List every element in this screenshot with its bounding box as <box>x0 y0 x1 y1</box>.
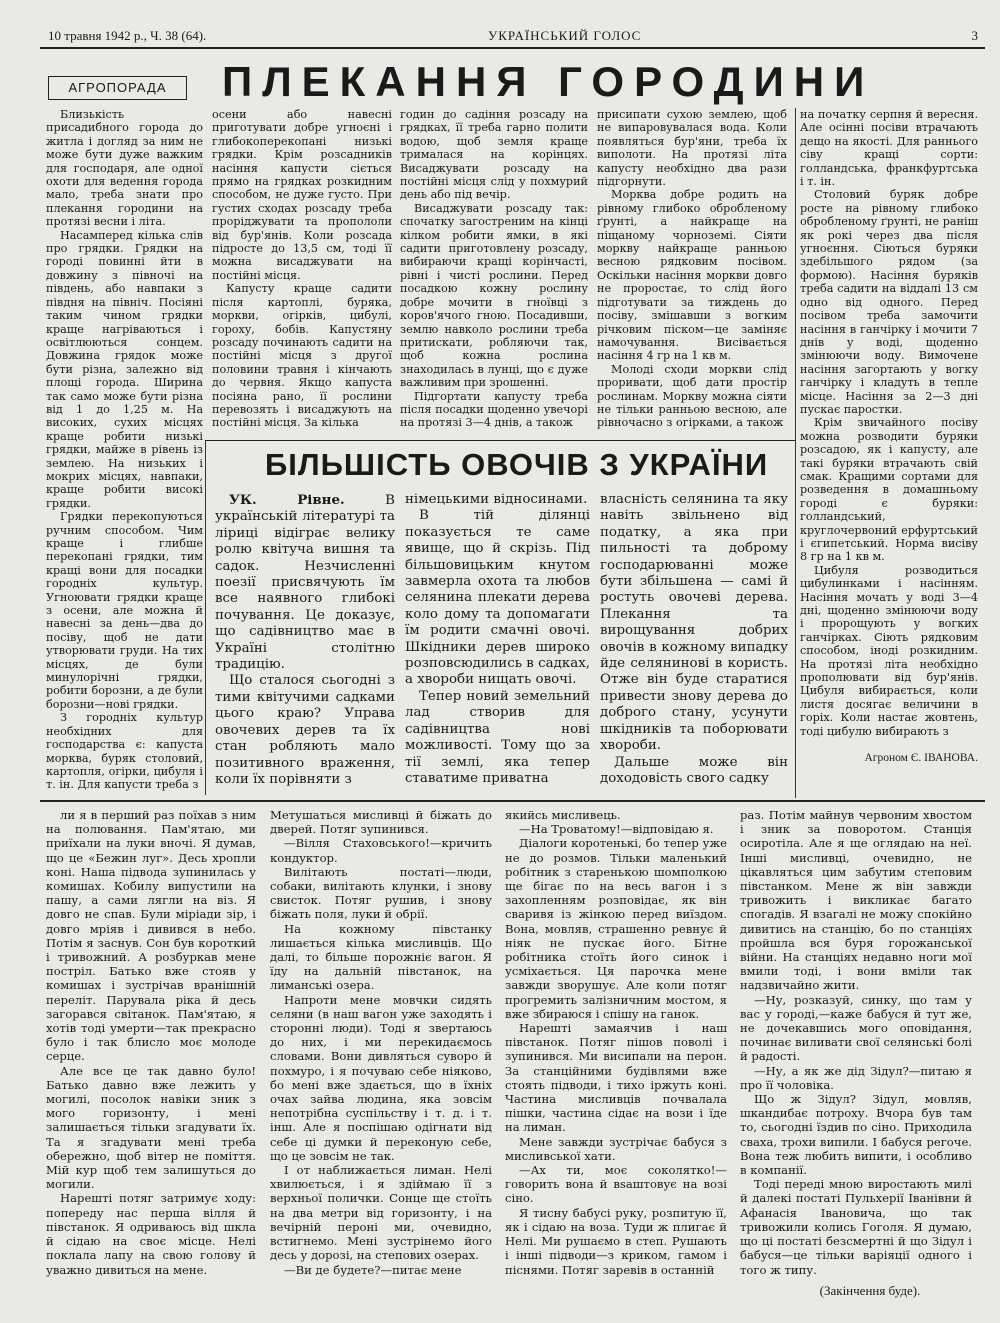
paragraph: ли я в перший раз поїхав з ним на полювання. Пам'ятаю, ми приїхали на луки вночі. Я думав, що це «Бежин луг». Десь хропли коні. Наша підвода зупинилась у комишах. Кобилу випустили на пашу, а сами лягли на віз. Я довго не спав. Були міріади зір, і довго мріяв і дивився в небо. Потім я заснув. Сон був короткий і тривожний. А розбуркав мене постріл. Батько вже стояв у комишах і зустрічав вранішній переліт. Парувала ріка й десь загорався світанок. Пам'ятаю, я хотів тоді умерти—так прекрасно було і так блисло моє молоде серце. <box>46 808 256 1064</box>
paragraph: —На Троватому!—відповідаю я. <box>519 822 714 837</box>
box-top-rule <box>205 440 795 441</box>
paragraph: Грядки перекопуються ручним способом. Чим краще і глибше перекопані грядки, тим кращі вони для посадки городніх культур. Угноювати грядки краще з осени, але можна й навесні за день—два до посіву, щоб не дати утворювати груди. На тих місцях, де були минулорічні грядки, робити борозни, а де були борозни—нові грядки. <box>46 510 203 711</box>
paragraph: Я тисну бабусі руку, розпитую її, як і сідаю на воза. Туди ж плигає й Нелі. Ми рушаємо в степ. Рушають і інші підводи—з криком, гамом і піснями. Потяг заревів в останній <box>505 1205 727 1277</box>
paragraph: Мене завжди зустрічає бабуся з мисливської хати. <box>505 1134 727 1163</box>
paragraph: —Вілля Стаховського!—кричить кондуктор. <box>270 836 492 865</box>
box-left-rule <box>205 440 206 795</box>
text-column <box>270 808 492 1288</box>
paragraph: Цибуля розводиться цибулинками і насінням. Насіння мочать у воді 3—4 дні, щоденно змінюючи воду і пророщують у вогких ганчірках. Сіють рядковим способом, іноді розкидним. На протязі літа необхідно прополювати від бур'янів. Цибуля вибирається, коли листя досягає величини в горіх. Коли настає жовтень, тоді цибулю вибирають з <box>800 563 978 738</box>
paragraph: Що ж Зідул? Зідул, мовляв, шкандибає потроху. Вчора був там то, сьогодні їздив по сіно. Приходила сваха, трохи випили. І бабуся регоче. Вона теж любить випити, і особливо в компанії. <box>740 1092 972 1178</box>
paragraph: Нарешті потяг затримує ходу: попереду нас перша вілля й півстанок. Я одриваюсь від шкла й сідаю на своє місце. Нелі поклала лапу на свою голову й уважно дивиться на мене. <box>46 1191 256 1277</box>
paragraph: на початку серпня й вересня. Але осінні посіви втрачають дещо на якості. Для раннього сіву кращі сорти: голландська, франкфуртська і т. ін. <box>800 108 978 189</box>
paragraph: Дальше може він доходовість свого садку <box>600 754 788 786</box>
paragraph: Тепер новий земельний лад створив для садівництва нові можливості. Тому що за тії землі, яка тепер ставатиме приватна <box>405 688 590 786</box>
author-signature: Агроном Є. ІВАНОВА. <box>864 752 978 764</box>
paragraph: Висаджувати розсаду так: спочатку загостреним на кінці кілком робити ямки, в які садити приготовлену розсаду, вибираючи кращі корінчасті, рівні і чисті рослини. Перед посадкою кожну рослину добре мочити в гноївці з коров'ячого гною. Посадивши, землю навколо рослини треба притискати, робляючи так, щоб кожна рослина знаходилась в лунці, що є дуже важливим при зрошенні. <box>400 201 588 390</box>
paragraph: годин до садіння розсаду на грядках, її треба гарно полити водою, щоб земля краще трималася на корінцях. Висаджувати розсаду на постійні місця слід у похмурий день або під вечір. <box>400 108 588 202</box>
paragraph: Вилітають постаті—люди, собаки, вилітають клунки, і знову свисток. Потяг рушив, і знову біжать поля, луки й обрії. <box>270 864 492 922</box>
text-column <box>505 808 727 1288</box>
paragraph: На кожному півстанку лишається кілька мисливців. Що далі, то більше порожніє вагон. Я їду на дальній півстанок, на лиманські озера. <box>270 921 492 993</box>
paragraph: Столовий буряк добре росте на рівному глибоко обробленому ґрунті, не раніш як рокі через два після угноєння. Сіються буряки здебільшого рядом (за формою). Насіння буряків треба садити на віддалі 13 см одно від одного. Перед посівом треба замочити насіння в ганчірку і мочити 7 днів у воді, щоденно змінюючи воду. Вимочене насіння загортають у вогку ганчірку і кладуть в тепле місце. Насіння за 2—3 дні пускає паростки. <box>800 188 978 416</box>
section-rule <box>40 800 985 802</box>
text-column <box>215 492 395 792</box>
paragraph: —Ах ти, моє соколятко!—говорить вона й вsаштовує на возі сіно. <box>505 1163 727 1206</box>
paragraph: власність селянина та яку навіть звільнено від податку, а яка при пильності та доброму господарюванні може бути збільшена — самі й ростуть овочеві дерева. Плекання та вирощування добрих овочів в кожному випадку йде селянинові в користь. Отже він буде старатися привести знову дерева до доброго стану, усунути шкідників та поборювати хвороби. <box>600 492 788 754</box>
box-right-rule <box>795 108 796 798</box>
text-column <box>597 108 787 438</box>
page-number: 3 <box>971 28 978 43</box>
paragraph: —Ну, розказуй, синку, що там у вас у городі,—каже бабуся й тут же, не дочекавшись мого оповідання, починає виливати свої селянські болі й радості. <box>740 992 972 1064</box>
continuation-note: (Закінчення буде). <box>819 1283 921 1298</box>
article-title-agro: ПЛЕКАННЯ ГОРОДИНИ <box>222 58 875 105</box>
paragraph: раз. Потім майнув червоним хвостом і зник за поворотом. Станція осиротіла. Але я ще оглядаю на неї. Інші мисливці, очевидно, не цікавляться цим забутим степовим півстанком. Мене ж він завжди тривожить і викликає багато спогадів. Я взагалі не можу спокійно дивитись на станцію, бо по станціях пройшла вся буря горожанської війни. На станціях недавно ноги мої вмили тоді, і вони вміли так надзвичайно жити. <box>740 808 972 993</box>
paragraph: З городніх культур необхідних для господарства є: капуста морква, буряк столовий, картопля, огірки, цибуля і т. ін. Для капусти треба з <box>46 711 203 792</box>
paragraph: Підгортати капусту треба після посадки щоденно увечорі на протязі 3—4 днів, а також <box>400 389 588 430</box>
paragraph: І от наближається лиман. Нелі хвилюється, і я здіймаю її з верхньої полички. Сонце ще стоїть на два метри від горизонту, і на вечірній пероні ми, очевидно, встигнемо. Мені зустрінемо його десь у дорозі, на степових озерах. <box>270 1163 492 1263</box>
text-column <box>212 108 392 438</box>
paragraph: Капусту краще садити після картоплі, буряка, моркви, огірків, цибулі, гороху, бобів. Капустяну розсаду починають садити на постійні місця з другої половини травня і кінчають до червня. Якщо капуста посіяна рано, її рослини перевозять і висаджують на постійні місця. За кілька <box>212 282 392 430</box>
paragraph: Але все це так давно було! Батько давно вже лежить у могилі, посолок навіки зник з мого горизонту, і мені залишається тільки згадувати їх. Та я згадувати мені треба обережно, щоб вітер не поміття. Мій кур щоб тем залишуться до могили. <box>46 1063 256 1192</box>
header-rule <box>40 47 985 49</box>
dateline: УК. Рівне. <box>229 492 386 508</box>
paragraph: Тоді переді мною виростають милі й далекі постаті Пульхерії Іванівни й Афанасія Івановича, що так тривожили колись Гоголя. Я думаю, що ці постаті безсмертні й що Зідул і бабуся—це тільки варіяції одного і того ж типу. <box>740 1177 972 1277</box>
paragraph: —Ну, а як же дід Зідул?—питаю я про її чоловіка. <box>740 1063 972 1092</box>
page-header <box>48 28 978 46</box>
paragraph: Метушаться мисливці й біжать до дверей. Потяг зупинився. <box>270 808 492 837</box>
newspaper-name: УКРАЇНСЬКИЙ ГОЛОС <box>488 28 642 43</box>
paragraph: Що сталося сьогодні з тими квітучими садками цього краю? Управа овочевих дерев та їх стан робляють мало позитивного враження, коли їх порівняти з <box>215 673 395 787</box>
text-column <box>600 492 788 792</box>
text-column <box>46 808 256 1288</box>
paragraph: Крім звичайного посіву можна розводити буряки розсадою, як і капусту, але такі буряки втрачають свій смак. Кращими сортами для розведення в домашньому городі є буряки: голландський, круглочервоний ерфуртський і єгипетський. Норма висіву 8 гр на 1 кв м. <box>800 416 978 564</box>
article-title-fruit: БІЛЬШІСТЬ ОВОЧІВ З УКРАЇНИ <box>265 447 769 482</box>
paragraph: Морква добре родить на рівному глибоко обробленому ґрунті, а найкраще на піщаному чорноземі. Сіяти моркву найкраще ранньою весною рядковим посівом. Оскільки насіння моркви довго не проростає, то слід його підготувати за тиждень до посіву, змішавши з вогким річковим піском—це заміняє намочування. Висівається насіння 4 гр на 1 кв м. <box>597 188 787 363</box>
paragraph: німецькими відносинами. <box>405 492 588 507</box>
issue-date: 10 травня 1942 р., Ч. 38 (64). <box>48 28 207 43</box>
paragraph: Діалоги коротенькі, бо тепер уже не до розмов. Тільки маленький робітник з старенькою шомполкою ще бігає по на весь вагон і з захопленням розповідає, як він сваривя із жінкою перед виїздом. Вона, мовляв, страшенно ревнує й ніяк не пускає його. Бітне робітника стоїть його синок і усміхається. Ця парочка мене завжди зворушує. Але коли потяг прогремить залізничним мостом, я вже збираюся і спішу на ганок. <box>505 836 727 1021</box>
paragraph: Молоді сходи моркви слід проривати, щоб дати простір рослинам. Моркву можна сіяти не тільки ранньою весною, але рівночасно з огірками, а також <box>597 362 787 430</box>
text-column <box>740 808 972 1278</box>
paragraph: Нарешті замаячив і наш півстанок. Потяг пішов поволі і зупинився. Ми висипали на перон. За станційними будівлями вже стоять підводи, і тихо іржуть коні. Частина мисливців почвалала пішки, частина сідає на вози і їде на лиман. <box>505 1021 727 1135</box>
paragraph: УК. Рівне. В українській літературі та ліриці відіграє велику ролю квітуча вишня та садок. Незчисленні поезії присвячують їм все наявного глибокі почування. Це доказує, що садівництво має в Україні столітню традицію. <box>215 492 395 673</box>
paragraph: —Ви де будете?—питає мене <box>284 1262 462 1277</box>
text-column <box>800 108 978 750</box>
paragraph: якийсь мисливець. <box>505 808 621 822</box>
paragraph: В тій ділянці показується те саме явище, що й скрізь. Під більшовицьким кнутом завмерла охота та любов селянина плекати дерева коло дому та допомагати їм родити смачні овочі. Шкідники дерев широко розповсюдились в садках, а хвороби нищать овочі. <box>405 508 590 688</box>
paragraph: Близькість присадибного города до житла і догляд за ним не може бути дуже важким для господаря, але одної охоти для ведення города мало, треба знати про плекання городини на протязі весни і літа. <box>46 108 203 229</box>
paragraph: Насамперед кілька слів про грядки. Грядки на городі повинні йти в довжину з півночі на південь, або навпаки з півдня на північ. Посіяні таким чином грядки краще нагріваються і освітлюються сонцем. Довжина грядок може бути різна, залежно від площі города. Ширина так само може бути різна від 1 до 1,25 м. На високих, сухих місцях краще робити низькі грядки, майже в рівень із землею. На низьких і мокрих місцях, навпаки, краще робити високі грядки. <box>46 228 203 510</box>
text-column <box>405 492 590 792</box>
text-column <box>400 108 588 438</box>
rubric-label: АГРОПОРАДА <box>48 76 187 100</box>
paragraph: присипати сухою землею, щоб не випаровувалася вода. Коли появляться бур'яни, треба їх виполоти. На протязі літа капусту необхідно два рази підгорнути. <box>597 108 787 189</box>
paragraph: осени або навесні приготувати добре угноєні і глибокоперекопані низькі грядки. Крім розсадників насіння капусти сіється прямо на грядках розкидним способом, не дуже густо. При густих сходах розсаду треба проріджувати та пропололи від бур'янів. Коли розсада підросте до 13,5 см, тоді її можна висаджувати на постійні місця. <box>212 108 392 282</box>
paragraph: Напроти мене мовчки сидять селяни (в наш вагон уже заходять і сторонні люди). Тоді я звертаюсь до них, і ми перекидаємось словами. Вони дивляться суворо й похмуро, і я почуваю себе ніяково, бо мені вже здається, що в їхніх очах зайва людина, яка зовсім непотрібна суспільству і т. д. і т. інш. Але я поспішаю одігнати від себе ці думки й переконую себе, що це зовсім не так. <box>270 992 492 1163</box>
text-column <box>46 108 203 798</box>
